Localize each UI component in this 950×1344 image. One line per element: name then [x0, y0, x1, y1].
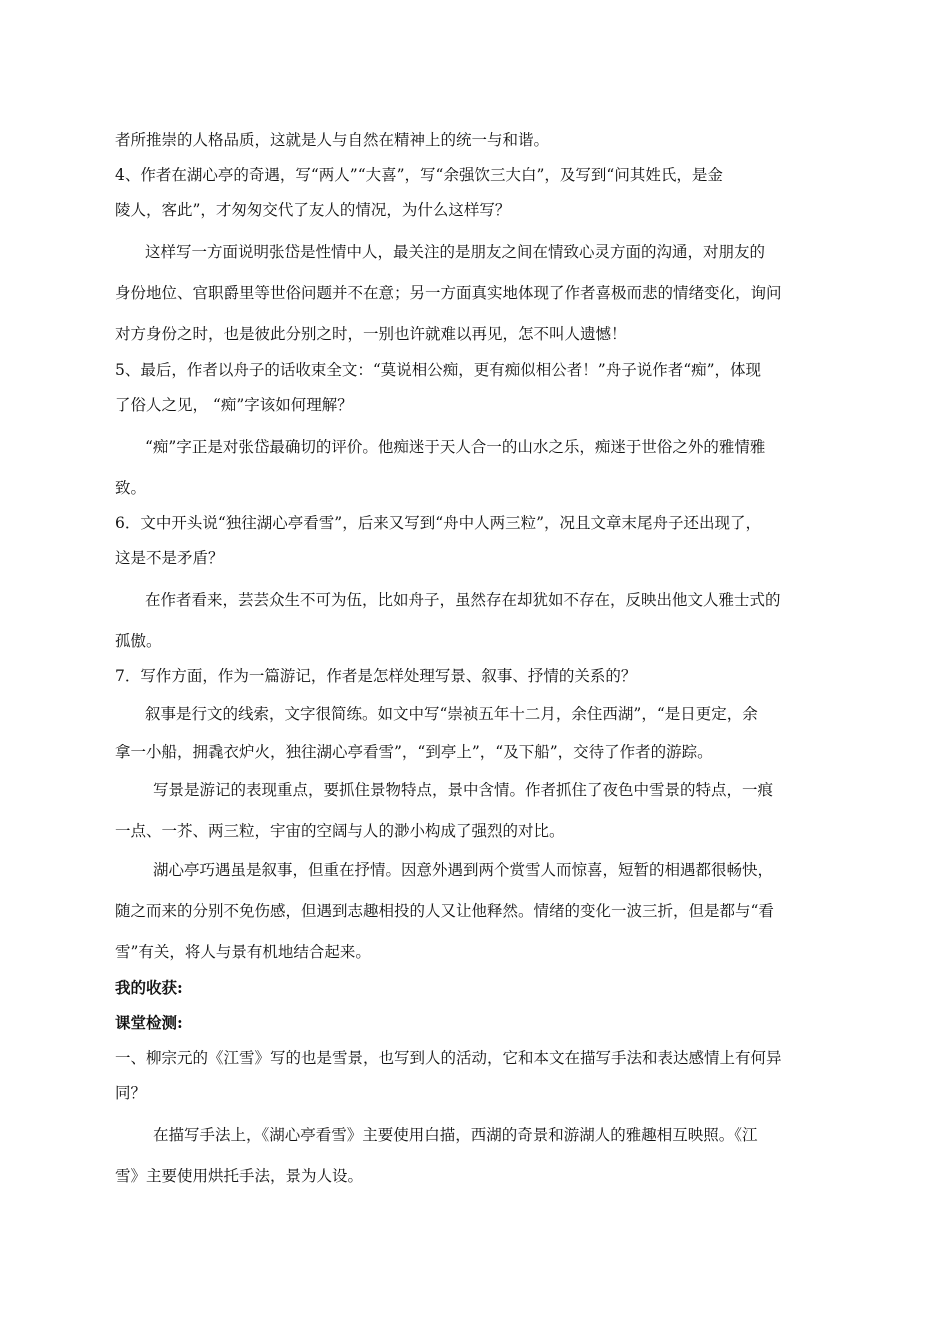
answer-5: “痴”字正是对张岱最确切的评价。他痴迷于天人合一的山水之乐，痴迷于世俗之外的雅情雅 [145, 438, 766, 456]
answer-7-scenery: 写景是游记的表现重点，要抓住景物特点，景中含情。作者抓住了夜色中雪景的特点，一痕 [153, 781, 774, 799]
text-line: 对方身份之时，也是彼此分别之时，一别也许就难以再见，怎不叫人遗憾！ [115, 325, 627, 343]
answer-7-emotion: 湖心亭巧遇虽是叙事，但重在抒情。因意外遇到两个赏雪人而惊喜，短暂的相遇都很畅快， [153, 861, 774, 879]
test-question-1: 一、柳宗元的《江雪》写的也是雪景，也写到人的活动，它和本文在描写手法和表达感情上有何异 [115, 1049, 782, 1067]
heading-my-gains: 我的收获: [115, 978, 183, 997]
text-line: 致。 [115, 479, 147, 497]
answer-7-narrative: 叙事是行文的线索，文字很简练。如文中写“崇祯五年十二月，余住西湖”，“是日更定，余 [145, 705, 758, 723]
text-line: 者所推崇的人格品质，这就是人与自然在精神上的统一与和谐。 [115, 131, 550, 149]
question-4: 4、作者在湖心亭的奇遇，写“两人”“大喜”，写“余强饮三大白”，及写到“问其姓氏，是金 [115, 166, 723, 184]
answer-4: 这样写一方面说明张岱是性情中人，最关注的是朋友之间在情致心灵方面的沟通，对朋友的 [145, 243, 766, 261]
text-line: 雪》主要使用烘托手法，景为人设。 [115, 1167, 364, 1185]
text-line: 陵人，客此”，才匆匆交代了友人的情况，为什么这样写？ [115, 201, 511, 219]
question-5: 5、最后，作者以舟子的话收束全文：“莫说相公痴，更有痴似相公者！”舟子说作者“痴”，体现 [115, 361, 762, 379]
text-line: 了俗人之见， “痴”字该如何理解？ [115, 396, 353, 414]
text-line: 同？ [115, 1084, 147, 1102]
text-line: 拿一小船，拥毳衣炉火，独往湖心亭看雪”，“到亭上”，“及下船”，交待了作者的游踪。 [115, 743, 713, 761]
text-line: 随之而来的分别不免伤感，但遇到志趣相投的人又让他释然。情绪的变化一波三折，但是都与“看 [115, 902, 774, 920]
text-line: 身份地位、官职爵里等世俗问题并不在意；另一方面真实地体现了作者喜极而悲的情绪变化，询问 [115, 284, 782, 302]
text-line: 孤傲。 [115, 632, 162, 650]
text-line: 雪”有关，将人与景有机地结合起来。 [115, 943, 371, 961]
text-line: 一点、一芥、两三粒，宇宙的空阔与人的渺小构成了强烈的对比。 [115, 822, 565, 840]
question-7: 7．写作方面，作为一篇游记，作者是怎样处理写景、叙事、抒情的关系的？ [115, 667, 637, 685]
text-line: 这是不是矛盾？ [115, 549, 224, 567]
question-6: 6．文中开头说“独往湖心亭看雪”，后来又写到“舟中人两三粒”，况且文章末尾舟子还出现了， [115, 514, 762, 532]
heading-class-test: 课堂检测: [115, 1013, 183, 1032]
test-answer-1: 在描写手法上，《湖心亭看雪》主要使用白描，西湖的奇景和游湖人的雅趣相互映照。《江 [153, 1126, 758, 1144]
answer-6: 在作者看来，芸芸众生不可为伍，比如舟子，虽然存在却犹如不存在，反映出他文人雅士式的 [145, 591, 781, 609]
